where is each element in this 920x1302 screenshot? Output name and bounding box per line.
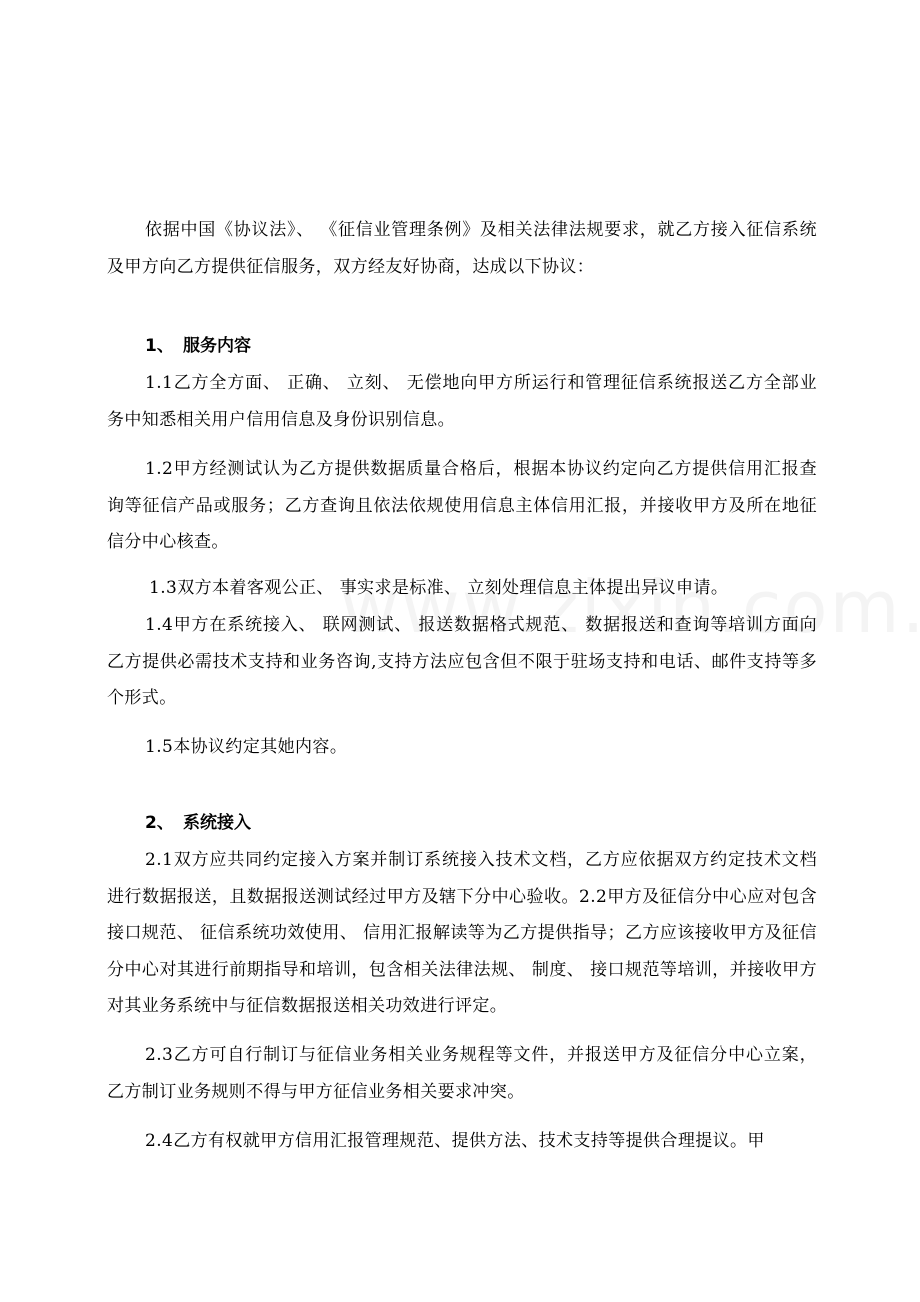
clause-1-3: 1.3双方本着客观公正、 事实求是标准、 立刻处理信息主体提出异议申请。 [149, 578, 729, 598]
section-2-title: 系统接入 [183, 813, 251, 833]
clause-2-1: 2.1双方应共同约定接入方案并制订系统接入技术文档，乙方应依据双方约定技术文档进行数据报送，且数据报送测试经过甲方及辖下分中心验收。2.2甲方及征信分中心应对包含接口规范、 征信系统功效使用、 信用汇报解读等为乙方提供指导；乙方应该接收甲方及征信分中心对其进行前期指导和培训，包含相关法律法规、 制度、 接口规范等培训，并接收甲方对其业务系统中与征信数据报送相关功效进行评定。 [107, 850, 817, 1016]
section-1-heading [145, 328, 251, 364]
clause-1-4: 1.4甲方在系统接入、 联网测试、 报送数据格式规范、 数据报送和查询等培训方面向乙方提供必需技术支持和业务咨询,支持方法应包含但不限于驻场支持和电话、邮件支持等多个形式。 [107, 615, 817, 708]
clause-1-5: 1.5本协议约定其她内容。 [145, 737, 348, 757]
clause-1-2: 1.2甲方经测试认为乙方提供数据质量合格后，根据本协议约定向乙方提供信用汇报查询等征信产品或服务；乙方查询且依法依规使用信息主体信用汇报，并接收甲方及所在地征信分中心核查。 [107, 459, 817, 552]
intro-paragraph: 依据中国《协议法》、 《征信业管理条例》及相关法律法规要求，就乙方接入征信系统及甲方向乙方提供征信服务，双方经友好协商，达成以下协议： [107, 220, 817, 277]
clause-2-3: 2.3乙方可自行制订与征信业务相关业务规程等文件，并报送甲方及征信分中心立案，乙方制订业务规则不得与甲方征信业务相关要求冲突。 [107, 1045, 817, 1102]
clause-2-4: 2.4乙方有权就甲方信用汇报管理规范、提供方法、技术支持等提供合理提议。甲 [145, 1131, 765, 1151]
section-2-number: 2、 [145, 813, 174, 833]
clause-1-1: 1.1乙方全方面、 正确、 立刻、 无偿地向甲方所运行和管理征信系统报送乙方全部业务中知悉相关用户信用信息及身份识别信息。 [107, 373, 817, 430]
section-1-title: 服务内容 [183, 336, 251, 356]
section-1-number: 1、 [145, 336, 174, 356]
section-2-heading [145, 805, 251, 841]
